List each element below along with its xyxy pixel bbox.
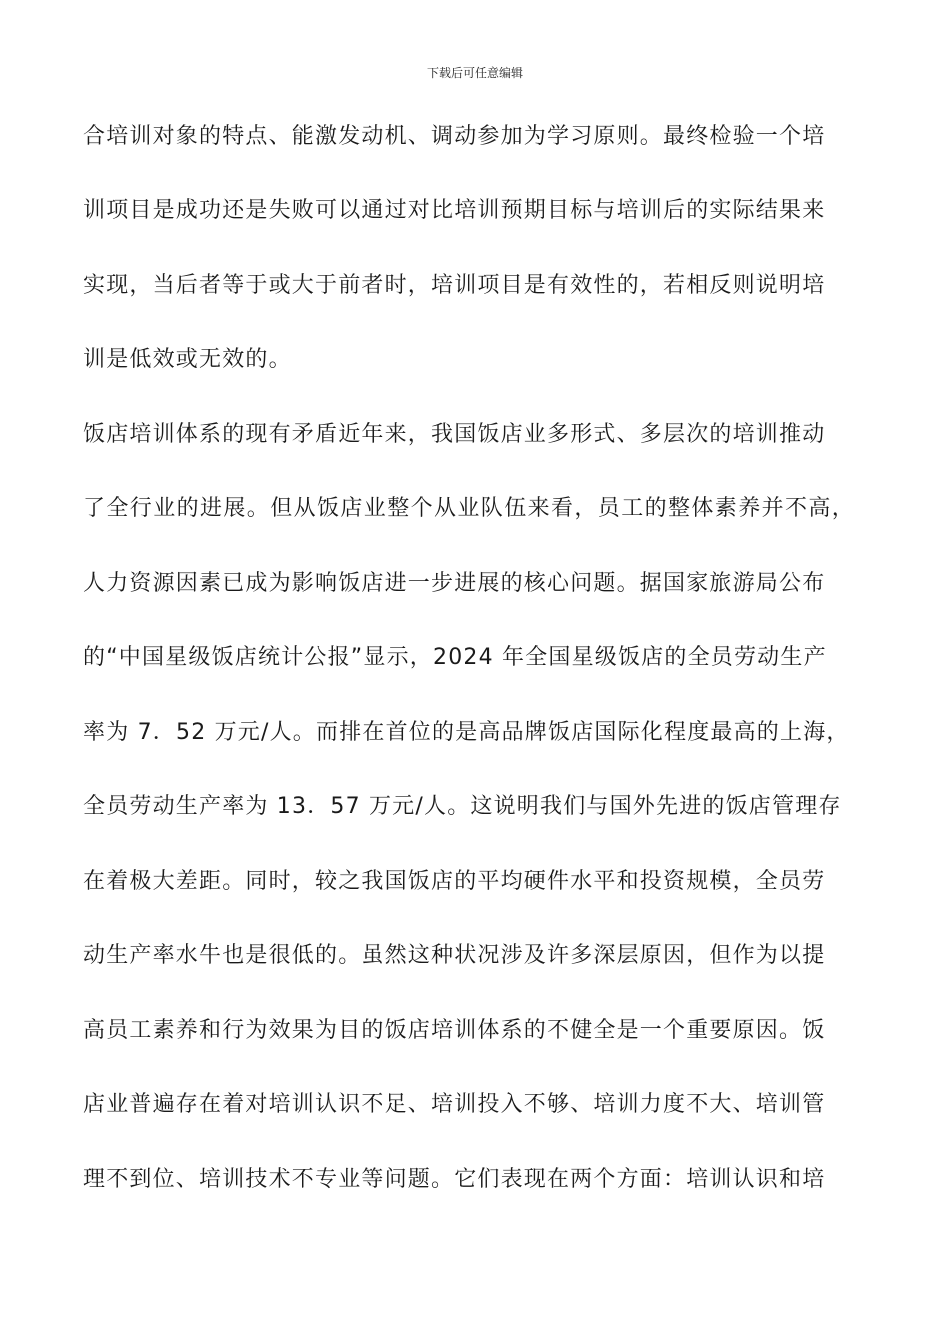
page-header: 下载后可任意编辑 bbox=[426, 66, 523, 80]
paragraph-2-line-5: 率为 7．52 万元/人。而排在首位的是高品牌饭店国际化程度最高的上海， bbox=[83, 720, 850, 745]
paragraph-2-line-6: 全员劳动生产率为 13．57 万元/人。这说明我们与国外先进的饭店管理存 bbox=[83, 794, 842, 819]
paragraph-2-line-9: 高员工素养和行为效果为目的饭店培训体系的不健全是一个重要原因。饭 bbox=[83, 1018, 826, 1043]
paragraph-2-line-1: 饭店培训体系的现有矛盾近年来，我国饭店业多形式、多层次的培训推动 bbox=[83, 422, 826, 447]
paragraph-2-line-4: 的“中国星级饭店统计公报”显示，2024 年全国星级饭店的全员劳动生产 bbox=[83, 645, 827, 670]
paragraph-1-line-3: 实现，当后者等于或大于前者时，培训项目是有效性的，若相反则说明培 bbox=[83, 273, 826, 298]
paragraph-2-line-11: 理不到位、培训技术不专业等问题。它们表现在两个方面：培训认识和培 bbox=[83, 1167, 826, 1192]
paragraph-2-line-7: 在着极大差距。同时，较之我国饭店的平均硬件水平和投资规模，全员劳 bbox=[83, 869, 826, 894]
paragraph-2-line-10: 店业普遍存在着对培训认识不足、培训投入不够、培训力度不大、培训管 bbox=[83, 1092, 826, 1117]
paragraph-2-line-3: 人力资源因素已成为影响饭店进一步进展的核心问题。据国家旅游局公布 bbox=[83, 571, 826, 596]
paragraph-1-line-4: 训是低效或无效的。 bbox=[83, 347, 292, 372]
paragraph-2-line-8: 动生产率水牛也是很低的。虽然这种状况涉及许多深层原因，但作为以提 bbox=[83, 943, 826, 968]
paragraph-1-line-1: 合培训对象的特点、能激发动机、调动参加为学习原则。最终检验一个培 bbox=[83, 124, 826, 149]
paragraph-2-line-2: 了全行业的进展。但从饭店业整个从业队伍来看，员工的整体素养并不高， bbox=[83, 496, 856, 521]
paragraph-1-line-2: 训项目是成功还是失败可以通过对比培训预期目标与培训后的实际结果来 bbox=[83, 198, 826, 223]
